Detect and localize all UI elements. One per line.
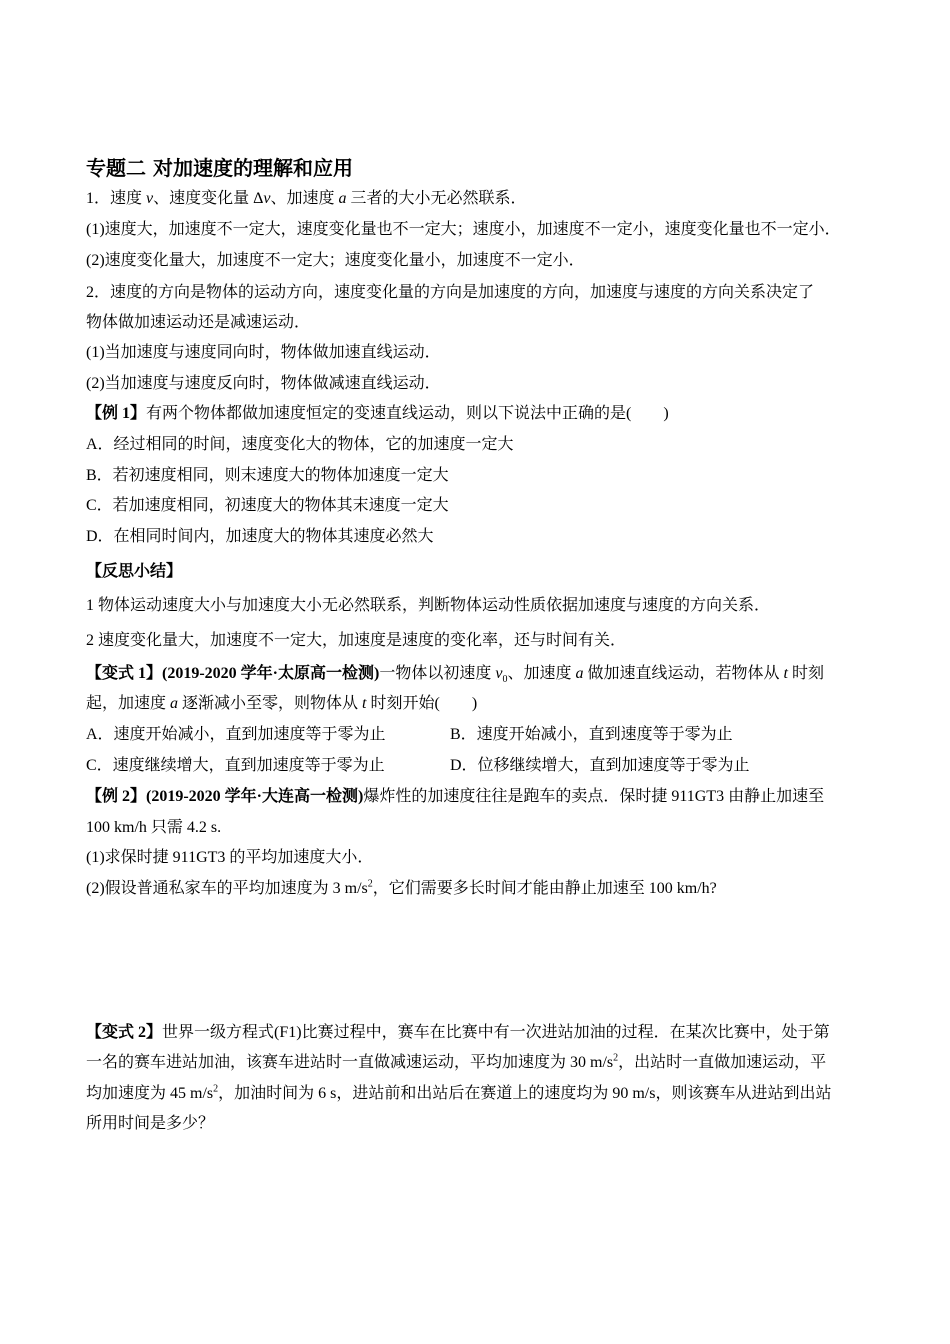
example-label: 【例 2】(2019-2020 学年·大连高一检测)	[86, 788, 364, 805]
text: 1．速度	[86, 190, 147, 207]
text: ，加油时间为 6 s，进站前和出站后在赛道上的速度均为 90 m/s，则该赛车从进站到出站	[218, 1085, 832, 1102]
var-t: t	[783, 665, 788, 682]
text: 起，加速度	[86, 695, 171, 712]
text: 一名的赛车进站加油，该赛车进站时一直做减速运动，平均加速度为 30 m/s	[86, 1054, 614, 1071]
var-a: a	[338, 190, 347, 207]
paragraph-3: (2)速度变化量大，加速度不一定大；速度变化量小，加速度不一定小．	[86, 252, 585, 269]
variant-2-line-2	[86, 1052, 826, 1074]
text: (2)假设普通私家车的平均加速度为 3 m/s	[86, 880, 368, 897]
variant-1-option-d: D．位移继续增大，直到加速度等于零为止	[450, 757, 750, 774]
text: ，出站时一直做加速运动，平	[618, 1054, 827, 1071]
var-v: v	[146, 190, 154, 207]
var-v: v	[263, 190, 271, 207]
paragraph-1	[86, 188, 527, 210]
example-text: 有两个物体都做加速度恒定的变速直线运动，则以下说法中正确的是( )	[146, 405, 669, 422]
text: 做加速直线运动，若物体从	[583, 665, 784, 682]
text: 时刻	[787, 665, 824, 682]
paragraph-2: (1)速度大，加速度不一定大，速度变化量也不一定大；速度小，加速度不一定小，速度变化量也不一定小．	[86, 221, 841, 238]
option-a: A．经过相同的时间，速度变化大的物体，它的加速度一定大	[86, 436, 514, 453]
variant-1-option-c: C．速度继续增大，直到加速度等于零为止	[86, 757, 385, 774]
example-2-question-2	[86, 878, 717, 900]
example-label: 【例 1】	[86, 405, 147, 422]
option-b: B．若初速度相同，则末速度大的物体加速度一定大	[86, 467, 449, 484]
paragraph-4b: 物体做加速运动还是减速运动．	[86, 314, 311, 331]
text: 、加速度	[270, 190, 339, 207]
paragraph-6: (2)当加速度与速度反向时，物体做减速直线运动．	[86, 375, 441, 392]
subscript: 0	[502, 674, 508, 686]
superscript: 2	[367, 878, 373, 890]
section-title: 专题二 对加速度的理解和应用	[86, 156, 353, 180]
var-v0: v	[495, 665, 503, 682]
superscript: 2	[213, 1083, 219, 1095]
option-d: D．在相同时间内，加速度大的物体其速度必然大	[86, 528, 434, 545]
variant-label: 【变式 2】	[86, 1024, 163, 1041]
example-2-question-1: (1)求保时捷 911GT3 的平均加速度大小．	[86, 849, 374, 866]
variant-2-line-1	[86, 1022, 830, 1044]
reflection-heading: 【反思小结】	[86, 563, 183, 580]
variant-label: 【变式 1】(2019-2020 学年·太原高一检测)	[86, 665, 380, 682]
paragraph-5: (1)当加速度与速度同向时，物体做加速直线运动．	[86, 344, 441, 361]
text: ，它们需要多长时间才能由静止加速至 100 km/h?	[372, 880, 717, 897]
reflection-1: 1 物体运动速度大小与加速度大小无必然联系，判断物体运动性质依据加速度与速度的方向关系．	[86, 597, 771, 614]
example-1	[86, 403, 669, 425]
text: 均加速度为 45 m/s	[86, 1085, 214, 1102]
var-t: t	[362, 695, 367, 712]
variant-1-line-1	[86, 663, 824, 685]
text: 、速度变化量 Δ	[153, 190, 264, 207]
variant-2-line-4: 所用时间是多少？	[86, 1115, 215, 1132]
text: 、加速度	[507, 665, 576, 682]
example-2-line-1	[86, 786, 824, 808]
var-a: a	[170, 695, 179, 712]
text: 三者的大小无必然联系．	[346, 190, 527, 207]
var-a: a	[575, 665, 584, 682]
variant-1-line-2	[86, 693, 477, 715]
reflection-2: 2 速度变化量大，加速度不一定大，加速度是速度的变化率，还与时间有关．	[86, 632, 627, 649]
option-c: C．若加速度相同，初速度大的物体其末速度一定大	[86, 497, 449, 514]
text: 逐渐减小至零，则物体从	[178, 695, 363, 712]
example-text: 爆炸性的加速度往往是跑车的卖点．保时捷 911GT3 由静止加速至	[363, 788, 825, 805]
superscript: 2	[613, 1052, 619, 1064]
paragraph-4a: 2．速度的方向是物体的运动方向，速度变化量的方向是加速度的方向，加速度与速度的方向关系决定了	[86, 284, 815, 301]
text: 世界一级方程式(F1)比赛过程中，赛车在比赛中有一次进站加油的过程．在某次比赛中，处于第	[162, 1024, 830, 1041]
text: 时刻开始( )	[366, 695, 478, 712]
variant-2-line-3	[86, 1083, 831, 1105]
example-2-line-2: 100 km/h 只需 4.2 s.	[86, 819, 222, 836]
variant-1-option-b: B．速度开始减小，直到速度等于零为止	[450, 726, 733, 743]
variant-1-option-a: A．速度开始减小，直到加速度等于零为止	[86, 726, 386, 743]
text: 一物体以初速度	[379, 665, 496, 682]
